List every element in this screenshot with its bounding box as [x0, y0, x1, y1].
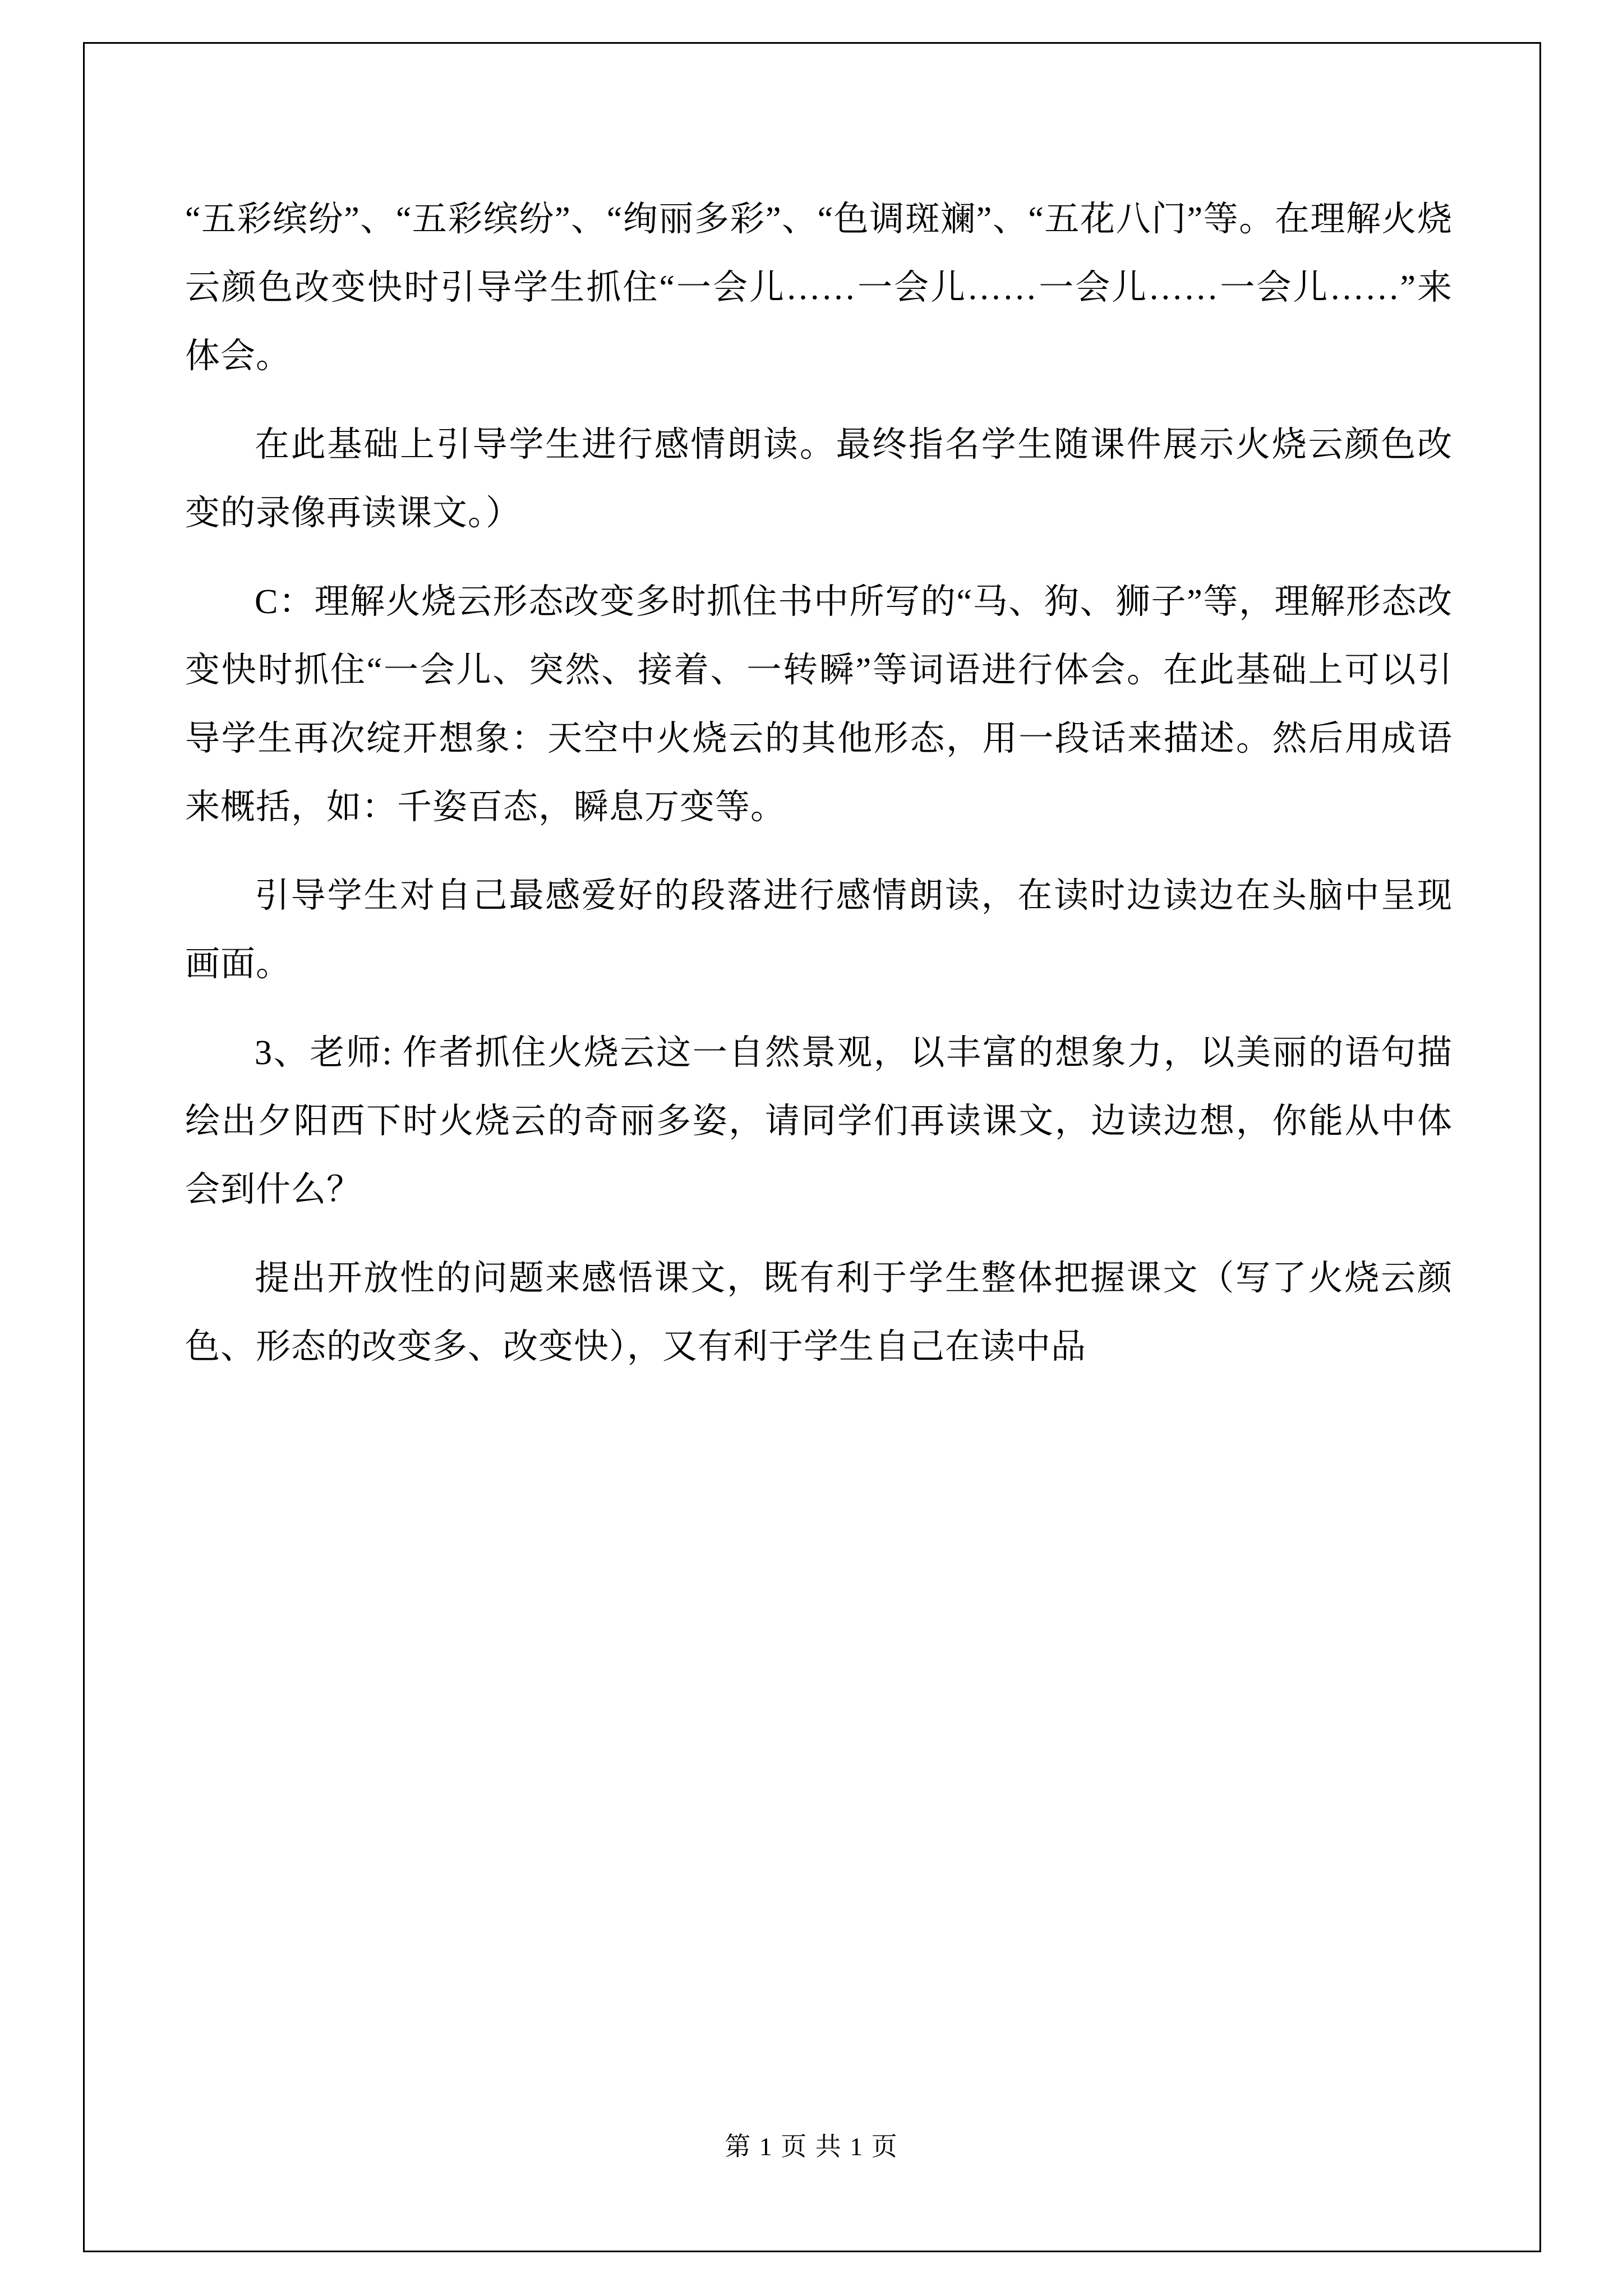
- paragraph-spacer: [185, 390, 1453, 411]
- paragraph-spacer: [185, 999, 1453, 1019]
- paragraph: C：理解火烧云形态改变多时抓住书中所写的“马、狗、狮子”等，理解形态改变快时抓住“一会儿、突然、接着、一转瞬”等词语进行体会。在此基础上可以引导学生再次绽开想象：天空中火烧云的其他形态，用一段话来描述。然后用成语来概括，如：千姿百态，瞬息万变等。: [185, 583, 1453, 826]
- paragraph-spacer: [185, 547, 1453, 568]
- paragraph: “五彩缤纷”、“五彩缤纷”、“绚丽多彩”、“色调斑斓”、“五花八门”等。在理解火烧云颜色改变快时引导学生抓住“一会儿……一会儿……一会儿……一会儿……”来体会。: [185, 200, 1453, 375]
- paragraph: 在此基础上引导学生进行感情朗读。最终指名学生随课件展示火烧云颜色改变的录像再读课文。）: [185, 426, 1453, 532]
- paragraph-spacer: [185, 1224, 1453, 1244]
- paragraph: 提出开放性的问题来感悟课文，既有利于学生整体把握课文（写了火烧云颜色、形态的改变多、改变快），又有利于学生自己在读中品: [185, 1259, 1453, 1366]
- paragraph: 引导学生对自己最感爱好的段落进行感情朗读，在读时边读边在头脑中呈现画面。: [185, 877, 1453, 983]
- paragraph-spacer: [185, 841, 1453, 862]
- document-body: [185, 185, 1453, 1381]
- paragraph: 3、老师: 作者抓住火烧云这一自然景观，以丰富的想象力，以美丽的语句描绘出夕阳西下时火烧云的奇丽多姿，请同学们再读课文，边读边想，你能从中体会到什么？: [185, 1034, 1453, 1209]
- page-footer: 第 1 页 共 1 页: [725, 2132, 898, 2161]
